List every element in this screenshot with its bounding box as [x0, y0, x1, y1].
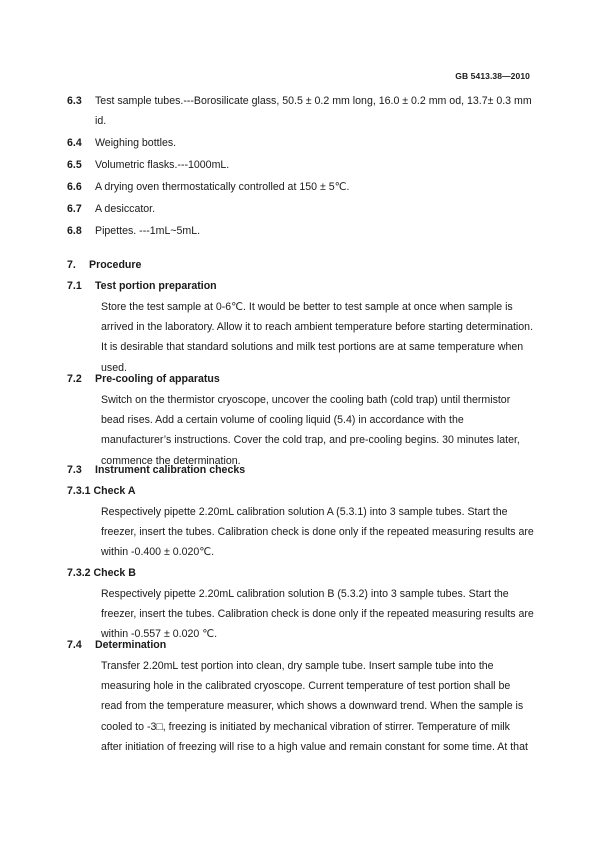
item-number: 6.6 — [67, 181, 82, 193]
paragraph-line: freezer, insert the tubes. Calibration check is done only if the repeated measuring results are — [101, 608, 534, 621]
paragraph-line: arrived in the laboratory. Allow it to reach ambient temperature before starting determination. — [101, 321, 534, 334]
section-7-number: 7. — [67, 259, 76, 271]
paragraph-line: cooled to -3□, freezing is initiated by mechanical vibration of stirrer. Temperature of milk — [101, 720, 510, 733]
section-7-3-number: 7.3 — [67, 464, 82, 476]
item-6-4-text: Weighing bottles. — [95, 137, 177, 149]
paragraph-line: measuring hole in the calibrated cryoscope. Current temperature of test portion shall be — [101, 680, 511, 693]
section-7-4-number: 7.4 — [67, 639, 82, 651]
paragraph-line: bead rises. Add a certain volume of cooling liquid (5.4) in accordance with the — [101, 414, 464, 427]
item-number: 6.8 — [67, 225, 82, 237]
section-7-4-paragraph — [101, 656, 528, 757]
section-7-3-1-paragraph — [101, 502, 534, 563]
section-7-2-title: Pre-cooling of apparatus — [95, 373, 220, 385]
item-6-3-text-2: id. — [95, 115, 107, 127]
paragraph-line: within -0.557 ± 0.020 ℃. — [101, 628, 218, 641]
paragraph-line: Transfer 2.20mL test portion into clean, dry sample tube. Insert sample tube into the — [101, 660, 494, 672]
paragraph-line: Store the test sample at 0-6℃. It would be better to test sample at once when sample is — [101, 301, 513, 313]
section-7-3-2-title: 7.3.2 Check B — [67, 567, 136, 579]
item-6-7-text: A desiccator. — [95, 203, 156, 215]
section-7-title: Procedure — [89, 259, 142, 271]
paragraph-line: within -0.400 ± 0.020℃. — [101, 546, 215, 559]
item-6-6-text: A drying oven thermostatically controlled at 150 ± 5℃. — [95, 181, 350, 193]
item-6-3-text-1: Test sample tubes.---Borosilicate glass, 50.5 ± 0.2 mm long, 16.0 ± 0.2 mm od, 13.7± 0.3 mm — [95, 95, 532, 107]
paragraph-line: used. — [101, 361, 127, 374]
section-7-4-title: Determination — [95, 639, 167, 651]
section-7-1-title: Test portion preparation — [95, 280, 217, 292]
item-6-3 — [67, 91, 82, 111]
item-number: 6.5 — [67, 159, 82, 171]
paragraph-line: Respectively pipette 2.20mL calibration solution A (5.3.1) into 3 sample tubes. Start the — [101, 506, 508, 518]
paragraph-line: commence the determination. — [101, 454, 241, 467]
paragraph-line: after initiation of freezing will rise to a high value and remain constant for some time. At that — [101, 740, 528, 753]
standard-code-header: GB 5413.38—2010 — [455, 71, 530, 81]
paragraph-line: read from the temperature measurer, which shows a downward trend. When the sample is — [101, 700, 524, 713]
paragraph-line: Respectively pipette 2.20mL calibration solution B (5.3.2) into 3 sample tubes. Start the — [101, 588, 509, 600]
section-7-3-title: Instrument calibration checks — [95, 464, 246, 476]
paragraph-line: Switch on the thermistor cryoscope, uncover the cooling bath (cold trap) until thermistor — [101, 394, 511, 406]
section-7-1-paragraph — [101, 297, 533, 378]
item-number: 6.7 — [67, 203, 82, 215]
section-7-2-paragraph — [101, 390, 520, 471]
paragraph-line: manufacturer’s instructions. Cover the cold trap, and pre-cooling begins. 30 minutes later, — [101, 434, 520, 447]
section-7-2-number: 7.2 — [67, 373, 82, 385]
paragraph-line: freezer, insert the tubes. Calibration check is done only if the repeated measuring results are — [101, 526, 534, 539]
section-7-1-number: 7.1 — [67, 280, 82, 292]
item-number: 6.4 — [67, 137, 82, 149]
paragraph-line: It is desirable that standard solutions and milk test portions are at same temperature when — [101, 341, 524, 354]
item-6-8-text: Pipettes. ---1mL~5mL. — [95, 225, 201, 237]
item-6-5-text: Volumetric flasks.---1000mL. — [95, 159, 230, 171]
section-7-3-1-title: 7.3.1 Check A — [67, 485, 136, 497]
item-number: 6.3 — [67, 95, 82, 107]
